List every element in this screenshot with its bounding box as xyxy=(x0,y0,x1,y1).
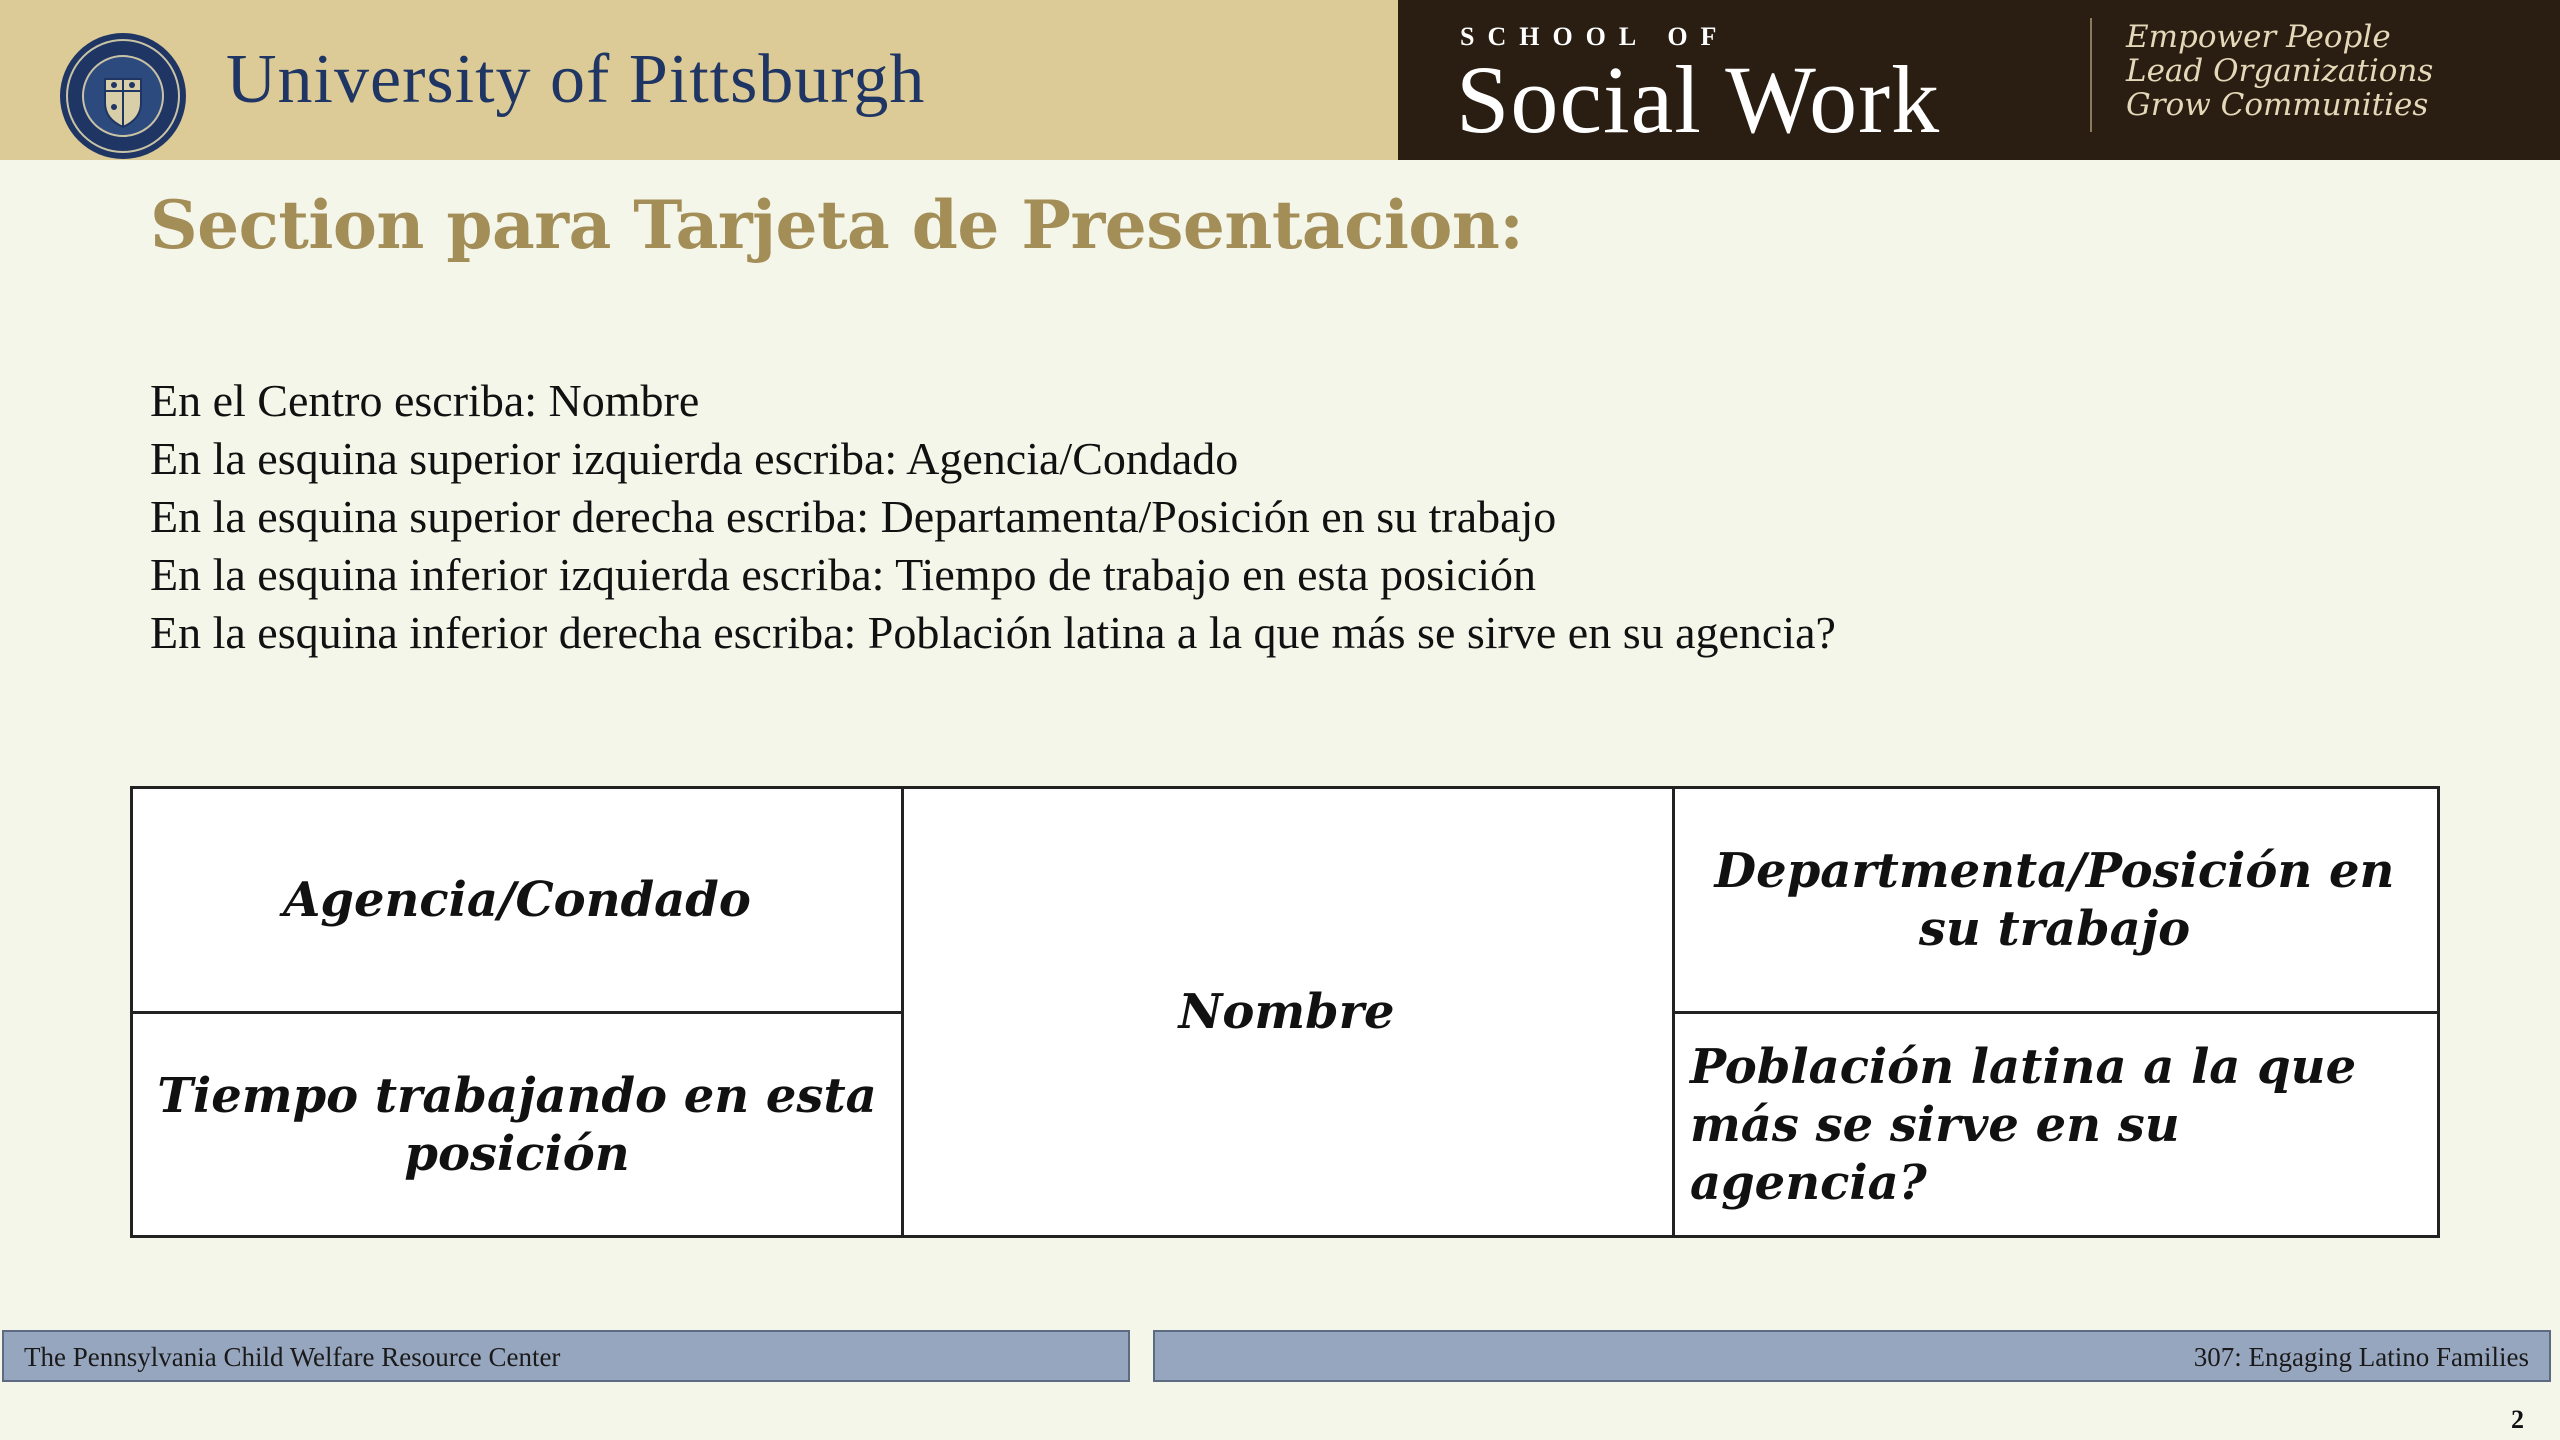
footer-organization: The Pennsylvania Child Welfare Resource Center xyxy=(24,1342,561,1372)
card-bottom-right: Población latina a la que más se sirve en su agencia? xyxy=(1690,1038,2357,1211)
card-center: Nombre xyxy=(1178,984,1395,1040)
slide-title: Section para Tarjeta de Presentacion: xyxy=(150,186,1524,264)
footer-left-bar xyxy=(2,1330,1130,1382)
slide-header xyxy=(0,0,2560,160)
instruction-list xyxy=(150,372,1836,662)
school-banner xyxy=(1398,0,2560,160)
footer-right-bar xyxy=(1153,1330,2551,1382)
footer-course-title: 307: Engaging Latino Families xyxy=(2193,1342,2529,1372)
instruction-line: En la esquina superior izquierda escriba: Agencia/Condado xyxy=(150,433,1239,484)
business-card-diagram xyxy=(130,786,2440,1238)
header-divider xyxy=(2090,18,2092,132)
tagline: Lead Organizations xyxy=(2126,53,2434,89)
university-banner xyxy=(0,0,1398,160)
instruction-line: En la esquina superior derecha escriba: Departamenta/Posición en su trabajo xyxy=(150,491,1557,542)
university-name: University of Pittsburgh xyxy=(226,41,926,118)
tagline: Empower People xyxy=(2126,19,2391,55)
school-of-label: SCHOOL OF xyxy=(1460,22,1730,51)
page-number: 2 xyxy=(2511,1405,2524,1434)
university-seal-icon xyxy=(58,31,188,161)
tagline: Grow Communities xyxy=(2126,87,2429,123)
school-name: Social Work xyxy=(1456,46,1941,153)
card-divider xyxy=(133,1011,904,1014)
instruction-line: En la esquina inferior derecha escriba: Población latina a la que más se sirve en su agencia? xyxy=(150,607,1836,658)
card-top-right: Departmenta/Posición en su trabajo xyxy=(1714,843,2395,957)
school-taglines xyxy=(2126,20,2433,122)
instruction-line: En el Centro escriba: Nombre xyxy=(150,375,700,426)
instruction-line: En la esquina inferior izquierda escriba: Tiempo de trabajo en esta posición xyxy=(150,549,1536,600)
card-bottom-left: Tiempo trabajando en esta posición xyxy=(157,1067,877,1182)
card-top-left: Agencia/Condado xyxy=(283,872,751,928)
card-divider xyxy=(1672,1011,2437,1014)
